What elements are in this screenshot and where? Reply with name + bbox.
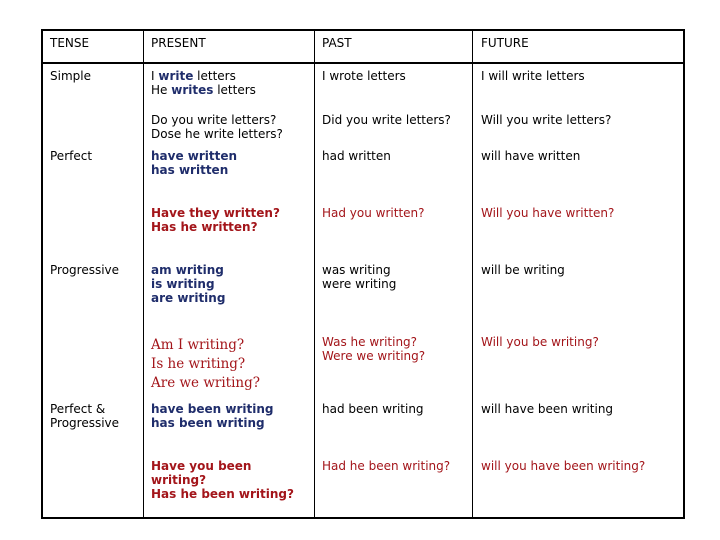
- column-divider: [472, 31, 473, 517]
- header-present: PRESENT: [151, 36, 206, 50]
- row-label-progressive: Progressive: [50, 263, 120, 277]
- perfect-future: will have written: [481, 149, 581, 163]
- header-tense: TENSE: [50, 36, 90, 50]
- simple-question-past: Did you write letters?: [322, 113, 451, 127]
- perfect-question-future: Will you have written?: [481, 206, 615, 220]
- perfect-progressive-future: will have been writing: [481, 402, 614, 416]
- perfect-question-past: Had you written?: [322, 206, 425, 220]
- simple-present: I write letters He writes letters: [151, 69, 256, 97]
- perfect-present: have written has written: [151, 149, 238, 177]
- header-past: PAST: [322, 36, 352, 50]
- progressive-past: was writing were writing: [322, 263, 397, 291]
- progressive-question-past: Was he writing? Were we writing?: [322, 335, 426, 363]
- row-label-simple: Simple: [50, 69, 91, 83]
- simple-past: I wrote letters: [322, 69, 406, 83]
- simple-future: I will write letters: [481, 69, 585, 83]
- column-divider: [314, 31, 315, 517]
- perfect-question-present: Have they written? Has he written?: [151, 206, 280, 234]
- row-label-perfect-progressive: Perfect & Progressive: [50, 402, 120, 430]
- column-divider: [143, 31, 144, 517]
- perfect-past: had written: [322, 149, 391, 163]
- progressive-present: am writing is writing are writing: [151, 263, 226, 305]
- progressive-question-present: Am I writing? Is he writing? Are we writing?: [151, 337, 260, 391]
- perfect-progressive-question-future: will you have been writing?: [481, 459, 646, 473]
- perfect-progressive-question-present: Have you been writing? Has he been writing?: [151, 459, 294, 501]
- header-future: FUTURE: [481, 36, 529, 50]
- progressive-future: will be writing: [481, 263, 565, 277]
- simple-question-future: Will you write letters?: [481, 113, 612, 127]
- header-divider: [43, 62, 683, 64]
- perfect-progressive-present: have been writing has been writing: [151, 402, 274, 430]
- perfect-progressive-past: had been writing: [322, 402, 424, 416]
- progressive-question-future: Will you be writing?: [481, 335, 599, 349]
- simple-question-present: Do you write letters? Dose he write letters?: [151, 113, 283, 141]
- tense-table: [41, 29, 685, 519]
- perfect-progressive-question-past: Had he been writing?: [322, 459, 451, 473]
- row-label-perfect: Perfect: [50, 149, 93, 163]
